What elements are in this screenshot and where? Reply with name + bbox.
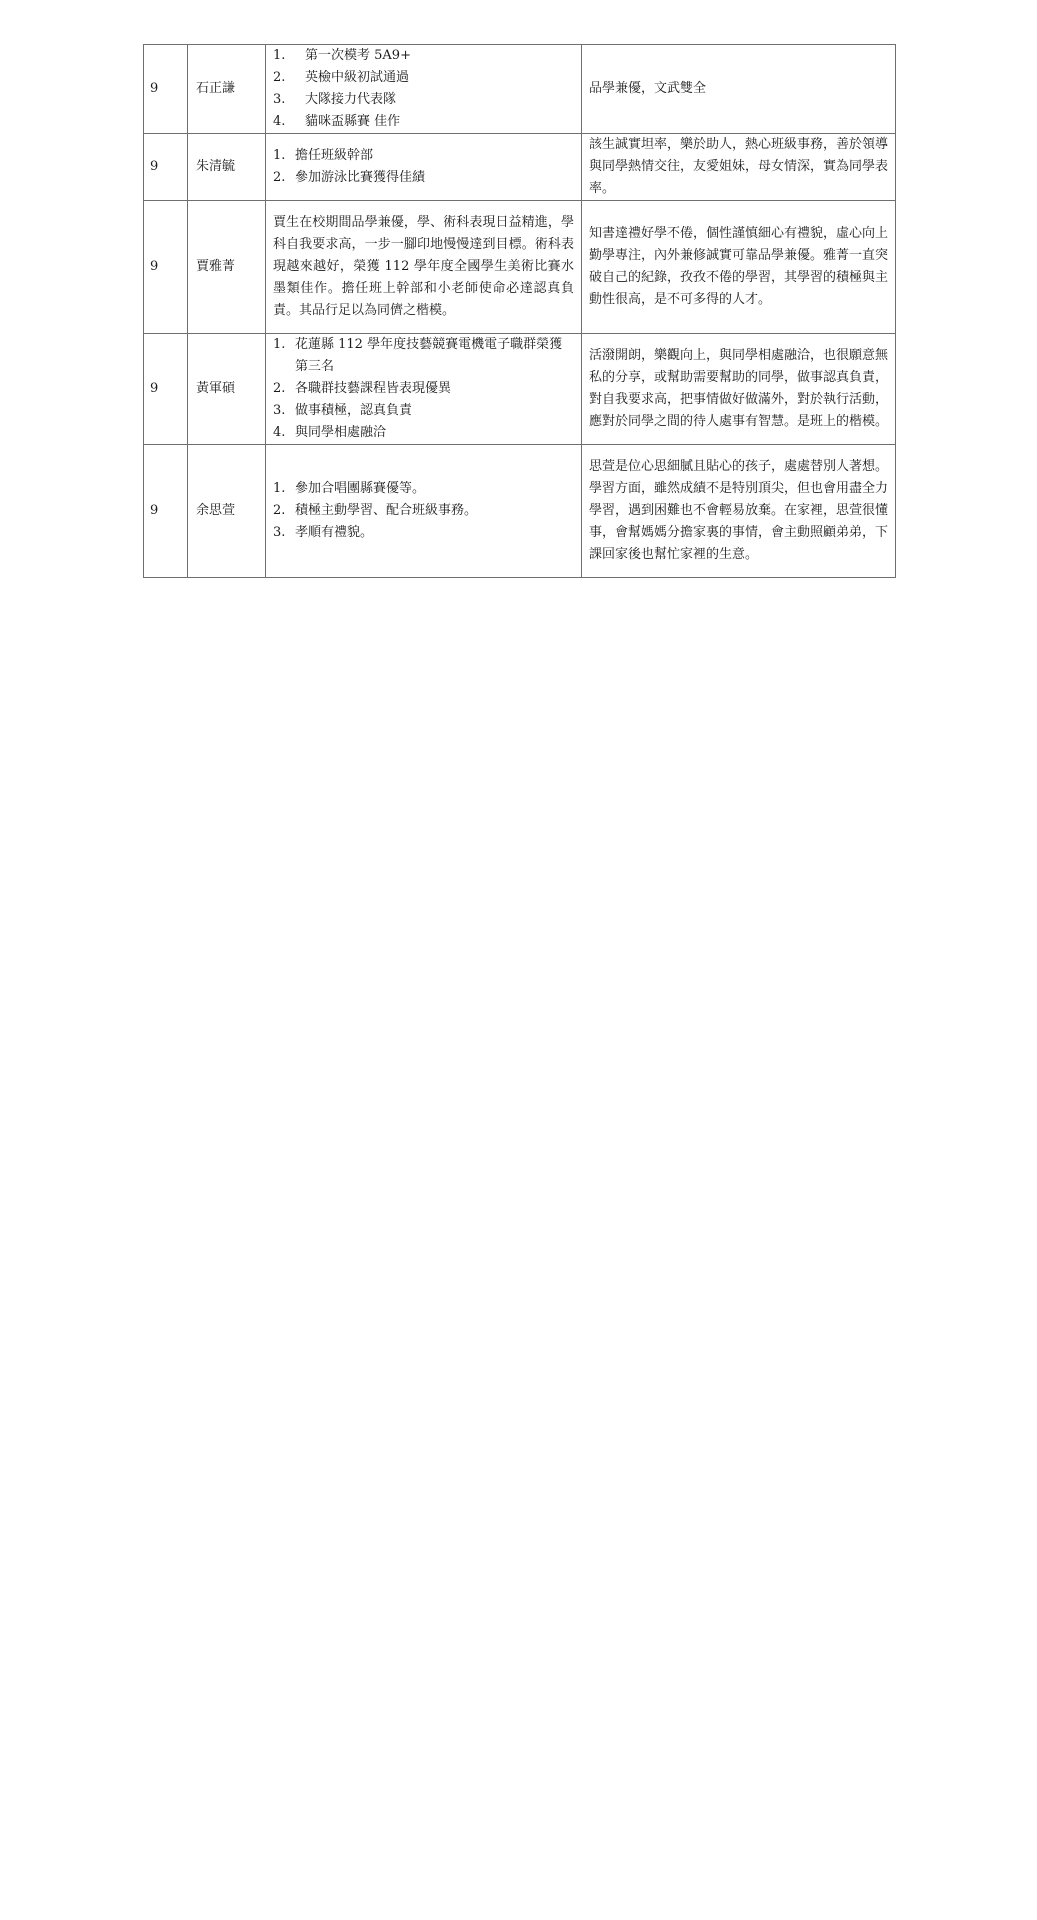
student-name-cell: 余思萱	[188, 445, 266, 578]
deed-number: 3.	[273, 92, 286, 107]
deed-text: 花蓮縣 112 學年度技藝競賽電機電子職群榮獲第三名	[295, 337, 563, 374]
deed-number: 1.	[273, 48, 286, 63]
student-name-cell: 石正謙	[188, 45, 266, 134]
grade-cell: 9	[144, 445, 188, 578]
deed-item	[273, 89, 574, 111]
comment-cell: 知書達禮好學不倦，個性謹慎細心有禮貌，虛心向上勤學專注，內外兼修誠實可靠品學兼優。雅菁一直突破自己的紀錄，孜孜不倦的學習，其學習的積極與主動性很高，是不可多得的人才。	[582, 201, 896, 334]
deeds-cell	[266, 334, 582, 445]
deed-item	[273, 422, 574, 444]
table-row	[144, 134, 896, 201]
deeds-list	[273, 478, 574, 544]
deed-text: 與同學相處融洽	[295, 425, 387, 440]
student-name-cell: 賈雅菁	[188, 201, 266, 334]
deed-text: 第一次模考 5A9+	[305, 48, 411, 63]
deed-number: 2.	[273, 170, 286, 185]
comment-cell: 品學兼優，文武雙全	[582, 45, 896, 134]
deed-number: 1.	[273, 337, 286, 352]
grade-cell: 9	[144, 201, 188, 334]
comment-cell: 該生誠實坦率，樂於助人，熱心班級事務，善於領導與同學熱情交往，友愛姐妹，母女情深，實為同學表率。	[582, 134, 896, 201]
student-name-cell: 黃軍碩	[188, 334, 266, 445]
deed-number: 1.	[273, 481, 286, 496]
table-row	[144, 201, 896, 334]
deed-item	[273, 45, 574, 67]
deed-text: 參加游泳比賽獲得佳績	[295, 170, 426, 185]
deed-item	[273, 145, 574, 167]
deed-number: 4.	[273, 425, 286, 440]
deed-text: 大隊接力代表隊	[305, 92, 397, 107]
student-name-cell: 朱清毓	[188, 134, 266, 201]
deeds-cell	[266, 134, 582, 201]
table-row	[144, 445, 896, 578]
grade-cell: 9	[144, 334, 188, 445]
deed-text: 孝順有禮貌。	[295, 525, 374, 540]
grade-cell: 9	[144, 134, 188, 201]
deed-number: 4.	[273, 114, 286, 129]
deed-item	[273, 111, 574, 133]
deed-item	[273, 167, 574, 189]
table-row	[144, 334, 896, 445]
comment-cell: 思萱是位心思細膩且貼心的孩子，處處替別人著想。學習方面，雖然成績不是特別頂尖，但也會用盡全力學習，遇到困難也不會輕易放棄。在家裡，思萱很懂事，會幫媽媽分擔家裏的事情，會主動照顧弟弟，下課回家後也幫忙家裡的生意。	[582, 445, 896, 578]
deed-item	[273, 400, 574, 422]
deed-number: 3.	[273, 403, 286, 418]
deed-text: 各職群技藝課程皆表現優異	[295, 381, 452, 396]
deed-item	[273, 378, 574, 400]
deed-item	[273, 522, 574, 544]
deed-number: 1.	[273, 148, 286, 163]
deed-item	[273, 478, 574, 500]
deed-item	[273, 334, 574, 378]
table-row	[144, 45, 896, 134]
deed-text: 積極主動學習、配合班級事務。	[295, 503, 478, 518]
deed-number: 3.	[273, 525, 286, 540]
deeds-list	[273, 45, 574, 133]
deed-number: 2.	[273, 503, 286, 518]
deeds-cell	[266, 445, 582, 578]
grade-cell: 9	[144, 45, 188, 134]
deeds-list	[273, 334, 574, 444]
deed-text: 做事積極，認真負責	[295, 403, 413, 418]
deeds-list	[273, 145, 574, 189]
deeds-cell	[266, 45, 582, 134]
deed-text: 參加合唱團縣賽優等。	[295, 481, 426, 496]
deed-number: 2.	[273, 70, 286, 85]
deed-text: 英檢中級初試通過	[305, 70, 410, 85]
comment-cell: 活潑開朗，樂觀向上，與同學相處融洽，也很願意無私的分享，或幫助需要幫助的同學，做事認真負責，對自我要求高，把事情做好做滿外，對於執行活動，應對於同學之間的待人處事有智慧。是班上的楷模。	[582, 334, 896, 445]
deed-item	[273, 500, 574, 522]
deed-number: 2.	[273, 381, 286, 396]
deed-item	[273, 67, 574, 89]
deed-text: 貓咪盃縣賽 佳作	[305, 114, 401, 129]
student-table	[143, 44, 896, 578]
deed-text: 擔任班級幹部	[295, 148, 374, 163]
deeds-cell: 賈生在校期間品學兼優，學、術科表現日益精進，學科自我要求高，一步一腳印地慢慢達到目標。術科表現越來越好，榮獲 112 學年度全國學生美術比賽水墨類佳作。擔任班上幹部和小老師使命必達認真負責。其品行足以為同儕之楷模。	[266, 201, 582, 334]
